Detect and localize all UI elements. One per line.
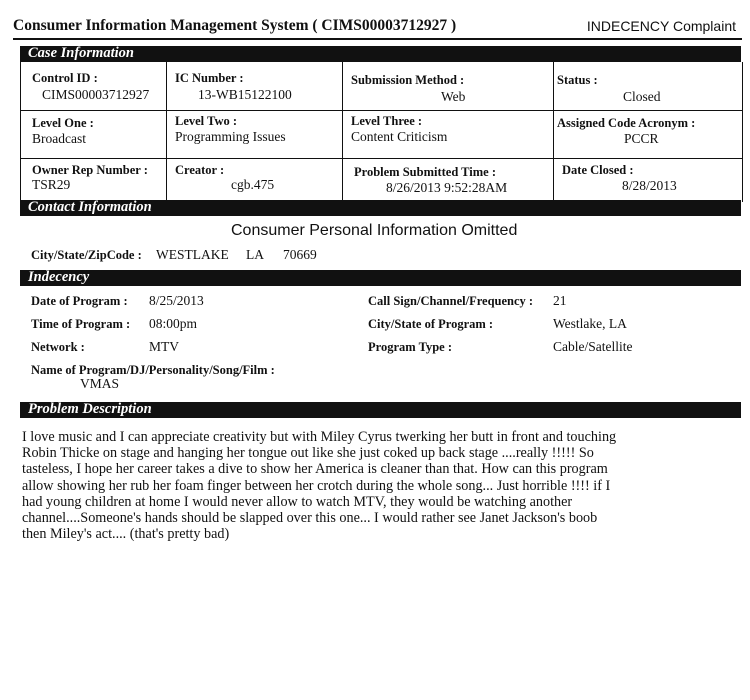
section-bar-contact-information [20, 200, 741, 216]
city-state-zip-label: City/State/ZipCode : [31, 248, 142, 262]
owner-rep-value: TSR29 [32, 177, 71, 192]
cell-ic-number [167, 62, 343, 110]
case-row-2 [21, 111, 742, 159]
header-rule [13, 38, 742, 40]
cell-assigned-code [554, 111, 742, 158]
level-one-label: Level One : [32, 116, 94, 130]
cell-control-id [21, 62, 167, 110]
section-title-indecency: Indecency [28, 269, 90, 285]
case-information-grid [20, 62, 743, 202]
date-of-program-value: 8/25/2013 [149, 293, 204, 308]
submission-method-label: Submission Method : [351, 73, 465, 87]
description-line: Robin Thicke on stage and hanging her tongue out like she just coked up back stage ....really !!!!! So [22, 445, 594, 462]
name-of-program-value: VMAS [80, 376, 120, 391]
description-line: then Miley's act.... (that's pretty bad) [22, 526, 230, 543]
owner-rep-label: Owner Rep Number : [32, 163, 148, 177]
level-two-label: Level Two : [175, 114, 238, 128]
level-three-label: Level Three : [351, 114, 423, 128]
call-sign-value: 21 [553, 293, 567, 308]
level-two-value: Programming Issues [175, 129, 286, 144]
section-bar-indecency [20, 270, 741, 286]
control-id-value: CIMS00003712927 [42, 87, 150, 102]
cell-level-two [167, 111, 343, 158]
date-closed-value: 8/28/2013 [622, 178, 677, 193]
ic-number-value: 13-WB15122100 [198, 87, 292, 102]
case-row-1 [21, 62, 742, 111]
document-title: Consumer Information Management System ( CIMS00003712927 ) [13, 17, 457, 34]
status-value: Closed [623, 89, 661, 104]
level-one-value: Broadcast [32, 131, 86, 146]
network-label: Network : [31, 340, 85, 354]
case-row-3 [21, 159, 742, 202]
section-title-problem-description: Problem Description [28, 401, 152, 417]
complaint-type: INDECENCY Complaint [586, 18, 736, 34]
time-of-program-label: Time of Program : [31, 317, 131, 331]
description-line: I love music and I can appreciate creativity but with Miley Cyrus twerking her butt in front and touching [22, 429, 617, 445]
city-state-program-value: Westlake, LA [553, 316, 627, 331]
creator-value: cgb.475 [231, 177, 275, 192]
program-type-value: Cable/Satellite [553, 339, 633, 354]
description-line: tasteless, I hope her career takes a dive to show her America is cleaner than that. How can this program [22, 461, 608, 478]
date-closed-label: Date Closed : [562, 163, 634, 177]
status-label: Status : [557, 73, 598, 87]
assigned-code-value: PCCR [624, 131, 659, 146]
cell-level-three [343, 111, 554, 158]
name-of-program-label: Name of Program/DJ/Personality/Song/Film : [31, 363, 275, 377]
control-id-label: Control ID : [32, 71, 98, 85]
description-line: had young children at home I would never allow to watch MTV, they would be watching another [22, 493, 573, 510]
time-of-program-value: 08:00pm [149, 316, 198, 331]
problem-description-text [22, 429, 632, 542]
assigned-code-label: Assigned Code Acronym : [557, 116, 696, 130]
description-line: allow showing her rub her foam finger between her crotch during the whole song... Just horrible !!!! if I [22, 477, 611, 494]
call-sign-label: Call Sign/Channel/Frequency : [368, 294, 534, 308]
personal-info-omitted-note: Consumer Personal Information Omitted [231, 222, 518, 239]
submitted-time-value: 8/26/2013 9:52:28AM [386, 180, 508, 195]
creator-label: Creator : [175, 163, 225, 177]
cell-submitted-time [343, 159, 554, 202]
cell-date-closed [554, 159, 742, 202]
submitted-time-label: Problem Submitted Time : [354, 165, 497, 179]
contact-zip: 70669 [283, 247, 317, 262]
program-type-label: Program Type : [368, 340, 453, 354]
section-title-case-information: Case Information [28, 45, 134, 61]
network-value: MTV [149, 339, 179, 354]
contact-city: WESTLAKE [156, 247, 229, 262]
ic-number-label: IC Number : [175, 71, 244, 85]
contact-state: LA [246, 247, 264, 262]
cell-submission-method [343, 62, 554, 110]
cell-level-one [21, 111, 167, 158]
submission-method-value: Web [441, 89, 466, 104]
level-three-value: Content Criticism [351, 129, 448, 144]
description-line: channel....Someone's hands should be slapped over this one... I would rather see Janet Jackson's boob [22, 510, 598, 527]
date-of-program-label: Date of Program : [31, 294, 128, 308]
cell-owner-rep [21, 159, 167, 202]
section-title-contact-information: Contact Information [28, 199, 152, 215]
section-bar-case-information [20, 46, 741, 62]
city-state-program-label: City/State of Program : [368, 317, 494, 331]
cell-creator [167, 159, 343, 202]
section-bar-problem-description [20, 402, 741, 418]
cell-status [554, 62, 742, 110]
